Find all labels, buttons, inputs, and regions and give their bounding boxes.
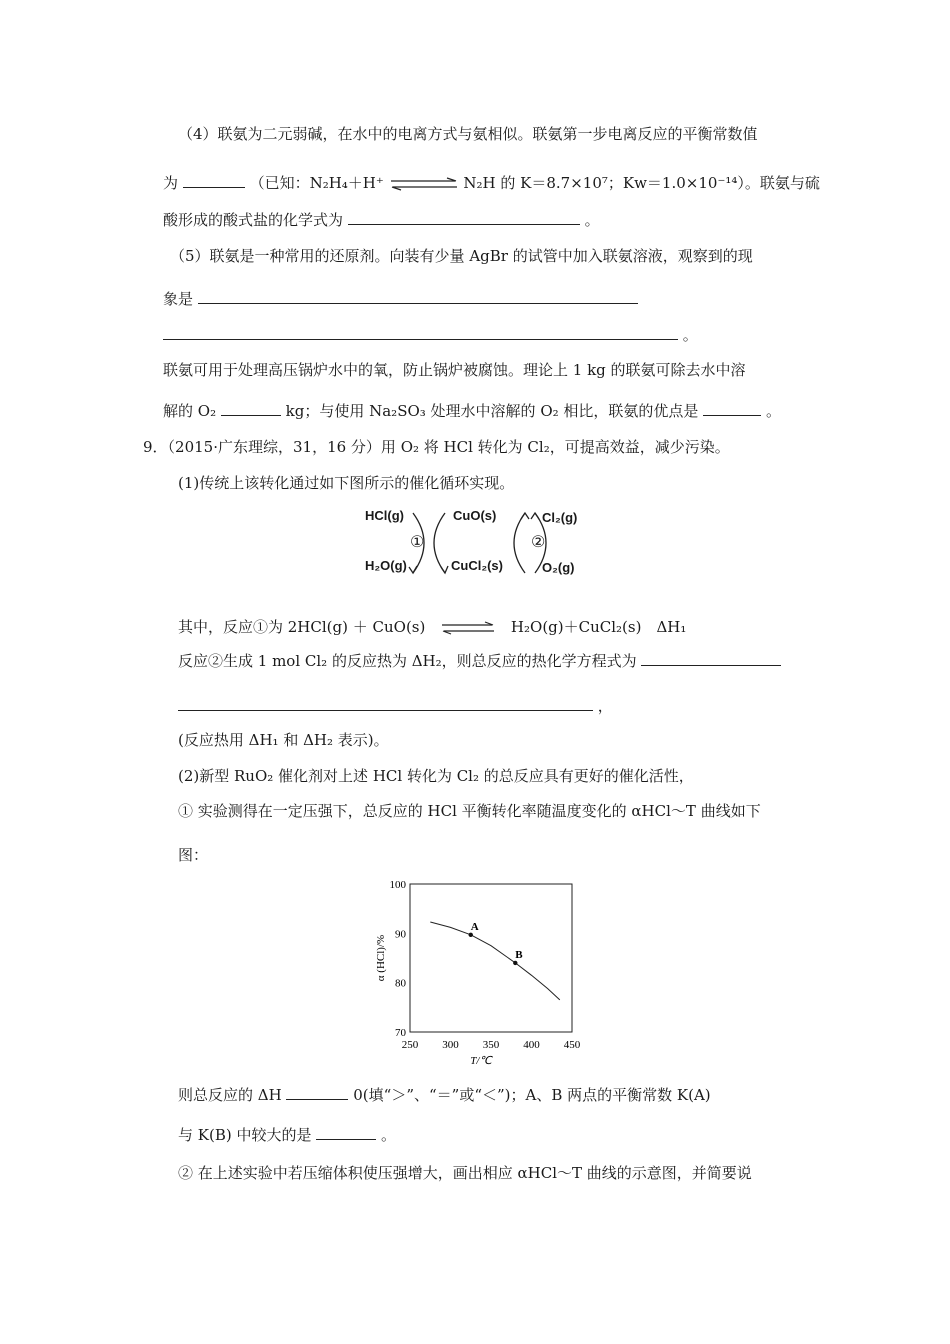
plot-frame [410, 884, 572, 1032]
answer-blank[interactable] [703, 401, 761, 416]
cycle-o2: O₂(g) [542, 560, 575, 575]
cycle-cucl2: CuCl₂(s) [451, 558, 503, 573]
q9-after1 [178, 1085, 711, 1105]
y-tick-label: 80 [395, 977, 406, 990]
cycle-hcl: HCl(g) [365, 508, 404, 523]
x-tick-label: 400 [523, 1039, 540, 1051]
x-tick-label: 300 [442, 1039, 459, 1051]
q9-eq2-text: 反应②生成 1 mol Cl₂ 的反应热为 ΔH₂，则总反应的热化学方程式为 [178, 652, 637, 670]
q9-eq2-cont [178, 696, 613, 716]
q9-eq2 [178, 651, 781, 671]
cycle-cuo: CuO(s) [453, 508, 497, 523]
q9-p2: (2)新型 RuO₂ 催化剂对上述 HCl 转化为 Cl₂ 的总反应具有更好的催化活性， [178, 767, 694, 785]
equilibrium-arrow-icon [389, 177, 459, 191]
q4-line2-d: 的 K＝8.7×10⁷；Kw＝1.0×10⁻¹⁴）。联氨与硫 [500, 174, 820, 192]
q5-line5-end: 。 [765, 402, 781, 420]
q5-line5-a: 解的 O₂ [163, 402, 217, 420]
x-tick-label: 250 [401, 1039, 419, 1051]
point-label-A: A [470, 920, 479, 933]
x-axis-label: T/℃ [470, 1055, 492, 1067]
cycle-h2o: H₂O(g) [365, 558, 407, 573]
y-tick-label: 100 [389, 879, 406, 891]
point-B [513, 961, 517, 965]
q9-p1: (1)传统上该转化通过如下图所示的催化循环实现。 [178, 474, 515, 492]
q9-after2 [178, 1125, 396, 1145]
q9-eq3: (反应热用 ΔH₁ 和 ΔH₂ 表示)。 [178, 731, 389, 749]
q9-after3: ② 在上述实验中若压缩体积使压强增大，画出相应 αHCl～T 曲线的示意图，并简要说 [178, 1164, 752, 1182]
q9-p3: ① 实验测得在一定压强下，总反应的 HCl 平衡转化率随温度变化的 αHCl～T 曲线如下 [178, 802, 761, 820]
answer-blank[interactable] [198, 289, 638, 304]
cycle-arrows-icon [355, 505, 595, 583]
answer-blank[interactable] [316, 1125, 376, 1140]
q5-line2 [163, 289, 638, 309]
q9-p4: 图： [178, 846, 209, 864]
q9-eq2-end: ， [597, 697, 613, 715]
equilibrium-arrow-icon [440, 621, 496, 635]
q9-header: 9．（2015·广东理综，31，16 分）用 O₂ 将 HCl 转化为 Cl₂，可提高效益，减少污染。 [143, 438, 730, 456]
answer-blank[interactable] [163, 325, 678, 340]
answer-blank[interactable] [641, 651, 781, 666]
q9-eq1-a: 其中，反应①为 2HCl(g) ＋ CuO(s) [178, 618, 426, 636]
catalytic-cycle-diagram [355, 505, 595, 583]
q5-line3 [163, 325, 698, 345]
cycle-cl2: Cl₂(g) [542, 510, 578, 525]
q4-line2-a: 为 [163, 174, 179, 192]
q4-line2-b: （已知：N₂H₄＋H⁺ [249, 174, 384, 192]
q9-after1-b: 0(填“＞”、“＝”或“＜”)；A、B 两点的平衡常数 K(A) [353, 1086, 711, 1104]
q9-eq1 [178, 617, 686, 637]
q5-line1: （5）联氨是一种常用的还原剂。向装有少量 AgBr 的试管中加入联氨溶液，观察到的现 [170, 247, 753, 265]
q4-line3-end: 。 [584, 211, 600, 229]
point-A [469, 933, 473, 937]
y-tick-label: 90 [395, 928, 406, 941]
q4-line1: （4）联氨为二元弱碱，在水中的电离方式与氨相似。联氨第一步电离反应的平衡常数值 [178, 125, 758, 143]
answer-blank[interactable] [178, 696, 593, 711]
answer-blank[interactable] [183, 173, 245, 188]
q5-line5 [163, 401, 781, 421]
q5-line3-end: 。 [682, 326, 698, 344]
y-tick-label: 70 [395, 1027, 406, 1039]
point-label-B: B [515, 948, 523, 961]
q5-line2-text: 象是 [163, 290, 194, 308]
q9-eq1-b: H₂O(g)＋CuCl₂(s) ΔH₁ [510, 618, 687, 636]
q5-line4: 联氨可用于处理高压锅炉水中的氧，防止锅炉被腐蚀。理论上 1 kg 的联氨可除去水中溶 [163, 361, 746, 379]
reaction-1-label: ① [410, 534, 425, 551]
y-axis-label: α (HCl)/% [375, 934, 387, 982]
q5-line5-b: kg；与使用 Na₂SO₃ 处理水中溶解的 O₂ 相比，联氨的优点是 [285, 402, 699, 420]
q9-after1-a: 则总反应的 ΔH [178, 1086, 282, 1104]
x-tick-label: 450 [563, 1039, 581, 1051]
answer-blank[interactable] [286, 1085, 348, 1100]
x-tick-label: 350 [482, 1039, 500, 1051]
q9-after2-a: 与 K(B) 中较大的是 [178, 1126, 312, 1144]
q9-after2-end: 。 [381, 1126, 397, 1144]
answer-blank[interactable] [348, 210, 580, 225]
q4-line3-text: 酸形成的酸式盐的化学式为 [163, 211, 344, 229]
q4-line2 [163, 173, 820, 193]
q4-line3 [163, 210, 600, 230]
q4-line2-c: N₂H [463, 174, 496, 192]
series-line [430, 922, 560, 1000]
alpha-hcl-temperature-chart [370, 872, 600, 1072]
answer-blank[interactable] [221, 401, 281, 416]
reaction-2-label: ② [531, 534, 546, 551]
